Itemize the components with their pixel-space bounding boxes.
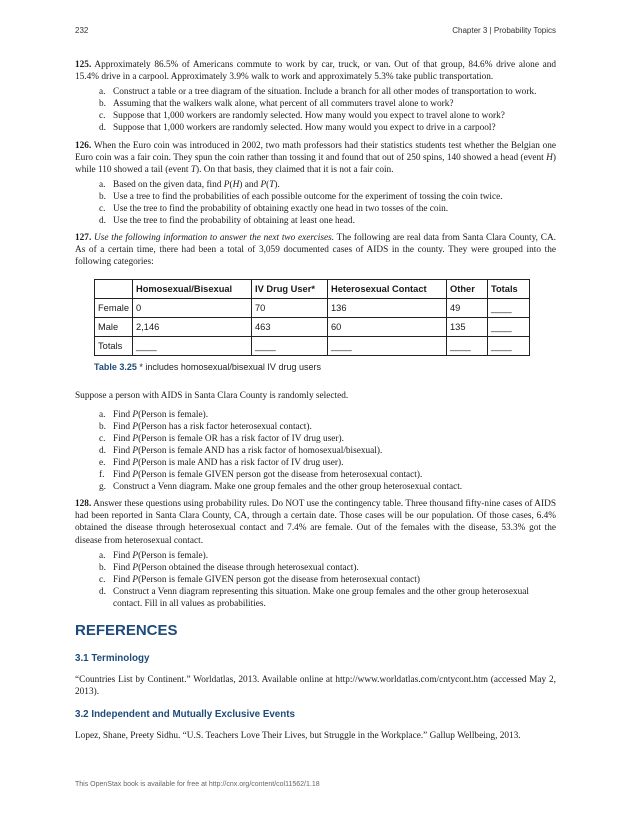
- exercise-126: 126. When the Euro coin was introduced in 2002, two math professors had their statistics students test whether the Belgian one Euro coin was a fair coin. They spun the coin rather than tossing it and found that out of 250 spins, 140 showed a head (event H) while 110 showed a tail (event T). On that basis, they claimed that it is not a fair coin.: [75, 140, 557, 175]
- list-item: a. Construct a table or a tree diagram of the situation. Include a branch for all other modes of transportation to work.: [99, 87, 537, 98]
- exercise-number: 125.: [75, 60, 92, 70]
- list-item: d. Suppose that 1,000 workers are randomly selected. How many would you expect to drive in a carpool?: [99, 123, 496, 134]
- suppose-text: Suppose a person with AIDS in Santa Clara County is randomly selected.: [75, 390, 349, 401]
- table-row: Female 0 70 136 49 ____: [95, 298, 530, 317]
- exercise-number: 126.: [75, 140, 92, 151]
- references-subheading: 3.1 Terminology: [75, 653, 150, 665]
- list-item: a. Based on the given data, find P(H) and P(T).: [99, 179, 280, 190]
- list-item: b. Find P(Person obtained the disease through heterosexual contact).: [99, 562, 359, 573]
- exercise-127-items: [75, 409, 556, 494]
- list-item: b. Find P(Person has a risk factor heterosexual contact).: [99, 421, 312, 432]
- aids-cases-table: [94, 279, 530, 356]
- exercise-number: 128.: [75, 499, 92, 510]
- references-heading: REFERENCES: [75, 622, 178, 640]
- exercise-text: Approximately 86.5% of Americans commute to work by car, truck, or van. Out of that group, 84.6% drive alone and 15.4% drive in a carpool. Approximately 3.9% walk to work and approximately 5.3% take public transportation.: [75, 60, 556, 83]
- list-item: g. Construct a Venn diagram. Make one group females and the other group heterosexual contact.: [99, 482, 463, 493]
- reference-entry: Lopez, Shane, Preety Sidhu. “U.S. Teachers Love Their Lives, but Struggle in the Workplace.” Gallup Wellbeing, 2013.: [75, 731, 521, 742]
- exercise-128-items: [75, 550, 556, 610]
- list-item: b. Assuming that the walkers walk alone, what percent of all commuters travel alone to work?: [99, 99, 454, 110]
- page-footer: This OpenStax book is available for free at http://cnx.org/content/col11562/1.18: [75, 781, 320, 788]
- exercise-125: [75, 59, 556, 83]
- exercise-127: 127. Use the following information to answer the next two exercises. The following are real data from Santa Clara County, CA. As of a certain time, there had been a total of 3,059 documented cases of AIDS in the county. They were grouped into the following categories:: [75, 233, 556, 268]
- list-item: b. Use a tree to find the probabilities of each possible outcome for the experiment of tossing the coin twice.: [99, 191, 503, 202]
- table-caption-label: Table 3.25: [94, 361, 137, 372]
- table-header-row: Homosexual/Bisexual IV Drug User* Heterosexual Contact Other Totals: [95, 279, 530, 298]
- list-item: d. Find P(Person is female AND has a risk factor of homosexual/bisexual).: [99, 445, 383, 456]
- list-item: d. Use the tree to find the probability of obtaining at least one head.: [99, 216, 355, 227]
- list-item: e. Find P(Person is male AND has a risk factor of IV drug user).: [99, 457, 344, 468]
- exercise-125-items: [75, 86, 556, 134]
- list-item: a. Find P(Person is female).: [99, 409, 209, 420]
- page-number: 232: [75, 26, 89, 35]
- list-item: d. Construct a Venn diagram representing this situation. Make one group females and the other group heterosexual contact. Fill in all values as probabilities.: [99, 586, 530, 609]
- exercise-126-items: [75, 179, 556, 227]
- list-item: c. Use the tree to find the probability of obtaining exactly one head in two tosses of the coin.: [99, 204, 449, 215]
- list-item: c. Suppose that 1,000 workers are randomly selected. How many would you expect to travel alone to work?: [99, 111, 505, 122]
- table-row: Male 2,146 463 60 135 ____: [95, 317, 530, 336]
- exercise-128: 128. Answer these questions using probability rules. Do NOT use the contingency table. Three thousand fifty-nine cases of AIDS had been reported in Santa Clara County, CA, through a certain date. Those cases will be our population. Of those cases, 6.4% obtained the disease through heterosexual contact and 7.4% are female. Out of the females with the disease, 53.3% got the disease from heterosexual contact.: [75, 499, 556, 546]
- page-content: [75, 59, 556, 753]
- exercise-number: 127.: [75, 233, 92, 244]
- list-item: f. Find P(Person is female GIVEN person got the disease from heterosexual contact).: [99, 470, 423, 481]
- list-item: c. Find P(Person is female GIVEN person got the disease from heterosexual contact): [99, 574, 420, 585]
- references-subheading: 3.2 Independent and Mutually Exclusive Events: [75, 709, 295, 721]
- table-row: Totals ____ ____ ____ ____ ____: [95, 336, 530, 355]
- table-caption: Table 3.25 * includes homosexual/bisexual IV drug users: [94, 361, 321, 372]
- list-item: c. Find P(Person is female OR has a risk factor of IV drug user).: [99, 433, 344, 444]
- list-item: a. Find P(Person is female).: [99, 550, 209, 561]
- chapter-title: Chapter 3 | Probability Topics: [452, 26, 556, 35]
- reference-entry: “Countries List by Continent.” Worldatlas, 2013. Available online at http://www.worldatlas.com/cntycont.htm (accessed May 2, 2013).: [75, 675, 556, 698]
